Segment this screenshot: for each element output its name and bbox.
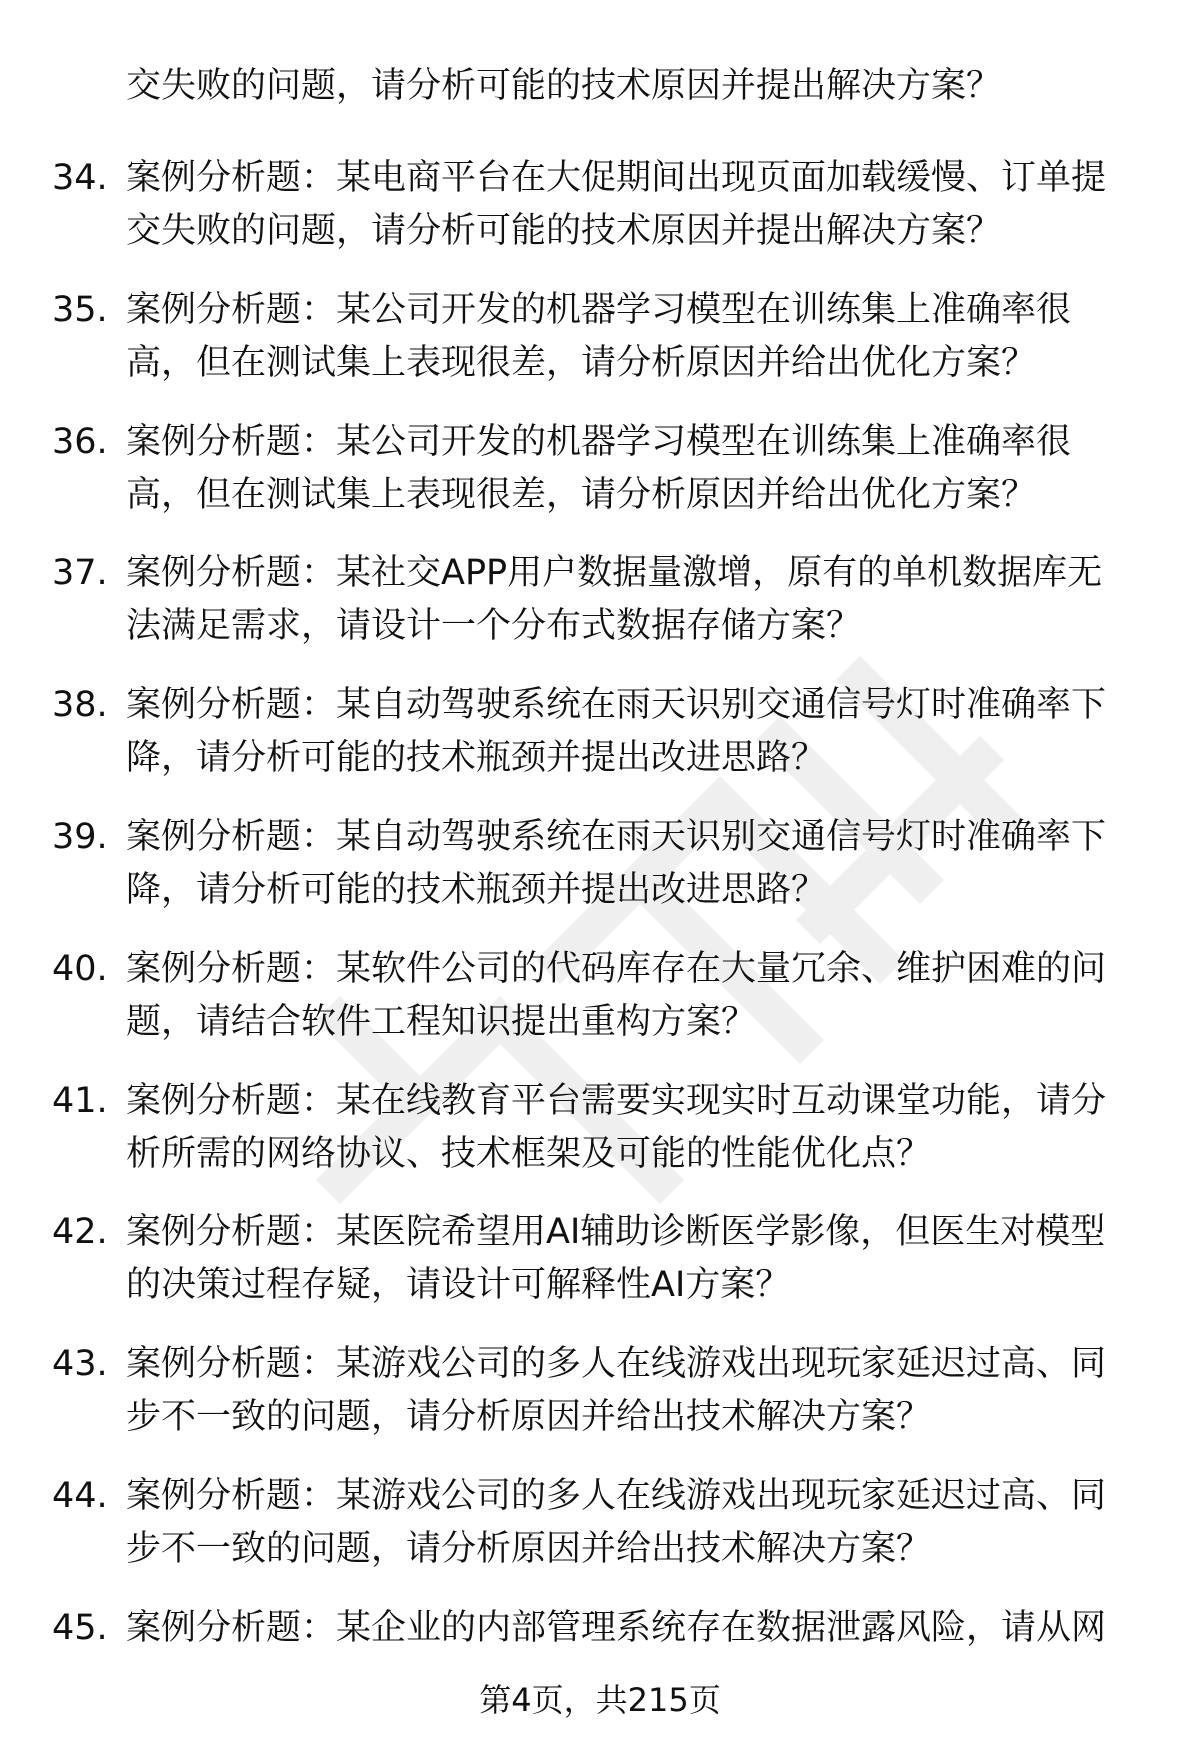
question-number: 39.	[52, 816, 108, 857]
question-list	[0, 130, 1200, 1712]
question-text-line-2: 高，但在测试集上表现很差，请分析原因并给出优化方案？	[126, 342, 1037, 383]
question-number: 40.	[52, 948, 108, 989]
question-text-line-2: 的决策过程存疑，请设计可解释性AI方案？	[126, 1265, 791, 1306]
question-number: 34.	[52, 158, 108, 198]
question-text-line-2: 步不一致的问题，请分析原因并给出技术解决方案？	[126, 1528, 932, 1569]
question-text-line-1: 案例分析题：某软件公司的代码库存在大量冗余、维护困难的问	[126, 948, 1107, 989]
page-footer: 第4页，共215页	[479, 1681, 721, 1719]
question-text-line-2: 步不一致的问题，请分析原因并给出技术解决方案？	[126, 1397, 932, 1438]
question-text-line-2: 交失败的问题，请分析可能的技术原因并提出解决方案？	[126, 211, 1002, 251]
question-number: 37.	[52, 553, 108, 594]
question-number: 42.	[52, 1212, 108, 1253]
continuation-line: 交失败的问题，请分析可能的技术原因并提出解决方案？	[126, 66, 1002, 106]
question-item	[0, 394, 1200, 526]
question-text-line-2: 题，请结合软件工程知识提出重构方案？	[126, 1001, 757, 1042]
question-number: 35.	[52, 289, 108, 330]
question-item	[0, 921, 1200, 1053]
question-item	[0, 1053, 1200, 1185]
question-text-line-1: 案例分析题：某企业的内部管理系统存在数据泄露风险，请从网	[126, 1607, 1107, 1648]
question-text-line-2: 高，但在测试集上表现很差，请分析原因并给出优化方案？	[126, 474, 1037, 515]
question-text-line-2: 降，请分析可能的技术瓶颈并提出改进思路？	[126, 738, 827, 779]
question-item	[0, 525, 1200, 657]
question-item	[0, 789, 1200, 921]
question-text-line-2: 降，请分析可能的技术瓶颈并提出改进思路？	[126, 869, 827, 910]
question-item	[0, 657, 1200, 789]
question-number: 44.	[52, 1475, 108, 1516]
question-text-line-1: 案例分析题：某医院希望用AI辅助诊断医学影像，但医生对模型	[126, 1212, 1106, 1253]
question-text-line-1: 案例分析题：某游戏公司的多人在线游戏出现玩家延迟过高、同	[126, 1475, 1107, 1516]
question-text-line-1: 案例分析题：某公司开发的机器学习模型在训练集上准确率很	[126, 421, 1072, 462]
question-text-line-1: 案例分析题：某公司开发的机器学习模型在训练集上准确率很	[126, 289, 1072, 330]
question-number: 36.	[52, 421, 108, 462]
question-text-line-1: 案例分析题：某在线教育平台需要实现实时互动课堂功能，请分	[126, 1080, 1107, 1121]
question-number: 38.	[52, 685, 108, 726]
question-text-line-1: 案例分析题：某社交APP用户数据量激增，原有的单机数据库无	[126, 553, 1103, 594]
question-number: 43.	[52, 1344, 108, 1385]
question-text-line-2: 析所需的网络协议、技术框架及可能的性能优化点？	[126, 1133, 932, 1174]
question-item	[0, 130, 1200, 262]
question-number: 45.	[52, 1607, 108, 1648]
question-item	[0, 1316, 1200, 1448]
question-item	[0, 262, 1200, 394]
question-text-line-1: 案例分析题：某自动驾驶系统在雨天识别交通信号灯时准确率下	[126, 816, 1107, 857]
question-text-line-1: 案例分析题：某游戏公司的多人在线游戏出现玩家延迟过高、同	[126, 1344, 1107, 1385]
question-item	[0, 1448, 1200, 1580]
question-item	[0, 1184, 1200, 1316]
question-text-line-1: 案例分析题：某电商平台在大促期间出现页面加载缓慢、订单提	[126, 158, 1107, 198]
question-text-line-2: 法满足需求，请设计一个分布式数据存储方案？	[126, 606, 862, 647]
question-text-line-1: 案例分析题：某自动驾驶系统在雨天识别交通信号灯时准确率下	[126, 685, 1107, 726]
question-number: 41.	[52, 1080, 108, 1121]
